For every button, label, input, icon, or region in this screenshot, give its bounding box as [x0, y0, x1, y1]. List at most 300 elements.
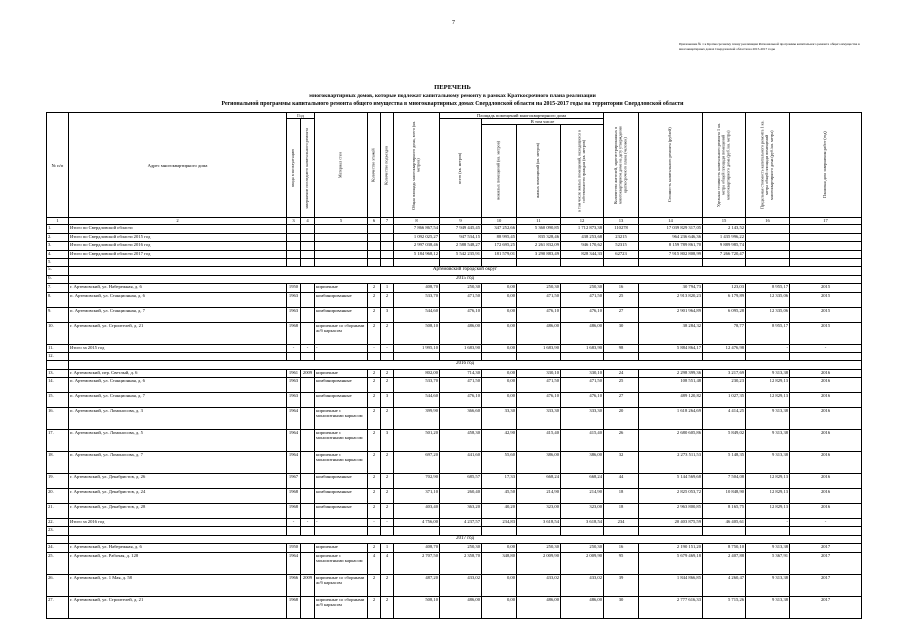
table-cell: 371,10	[394, 489, 440, 504]
table-cell: 19.	[47, 474, 69, 489]
table-cell: Итого по Свердловской области	[69, 225, 287, 233]
table-cell	[746, 250, 790, 258]
table-cell: 25	[604, 378, 639, 393]
table-row	[47, 430, 862, 452]
table-cell: 6 095,28	[703, 307, 746, 322]
table-cell: 8 159 789 861,70	[639, 242, 703, 250]
table-cell: 98	[604, 344, 639, 352]
table-body	[47, 225, 862, 618]
table-cell	[301, 225, 315, 233]
table-cell: 5 715,26	[703, 596, 746, 618]
table-cell	[394, 527, 440, 535]
table-cell: 0,00	[482, 344, 517, 352]
table-cell	[381, 352, 394, 360]
table-cell: 1961	[287, 369, 301, 377]
table-cell	[790, 242, 862, 250]
table-cell: 44	[604, 474, 639, 489]
table-cell: 0,00	[482, 292, 517, 307]
table-row	[47, 352, 862, 360]
table-row	[47, 322, 862, 344]
table-cell: 476,10	[561, 307, 604, 322]
section-row	[47, 267, 862, 275]
table-cell: -	[381, 519, 394, 527]
table-cell: 46 405,61	[703, 519, 746, 527]
table-cell: 5 360 090,85	[517, 225, 561, 233]
table-cell	[301, 596, 315, 618]
table-cell: -	[746, 519, 790, 527]
table-row	[47, 307, 862, 322]
table-cell: -	[368, 519, 381, 527]
table-cell: 2	[381, 378, 394, 393]
table-cell	[301, 527, 315, 535]
table-cell: 1967	[287, 474, 301, 489]
table-cell	[790, 352, 862, 360]
table-cell: 533,70	[394, 292, 440, 307]
table-cell: 7 866 867,54	[394, 225, 440, 233]
table-cell: 16	[604, 544, 639, 552]
table-cell: 12 829,13	[746, 489, 790, 504]
table-cell: 18.	[47, 452, 69, 474]
table-cell: 486,00	[517, 322, 561, 344]
table-cell: 88 995,45	[482, 233, 517, 241]
table-cell: 7 949 445,45	[440, 225, 482, 233]
table-cell: 1964	[287, 430, 301, 452]
table-cell	[287, 352, 301, 360]
table-cell: 2 009,90	[561, 552, 604, 574]
header-max-cost: Предельная стоимость капитального ремонта 1 кв. метра общей площади помещений многоквартирного дома (руб./кв. метра)	[746, 113, 790, 218]
table-cell: 714,30	[440, 369, 482, 377]
table-cell: 250,30	[561, 284, 604, 292]
table-cell	[315, 258, 368, 266]
document-subtitle: многоквартирных домов, которые подлежат капитальному ремонту в рамках Краткосрочного плана реализации	[309, 93, 596, 99]
table-cell: 42,90	[482, 430, 517, 452]
table-cell: п. Артемовский, ул. Станционная, д. 7	[69, 393, 287, 408]
column-number: 14	[639, 218, 703, 225]
table-cell: 12 335,06	[746, 307, 790, 322]
table-cell: кирпичные с монолитными каркасом	[315, 552, 368, 574]
row-number	[47, 361, 69, 369]
section-title: 2016 год	[69, 361, 862, 369]
table-row	[47, 378, 862, 393]
table-cell: 2	[368, 322, 381, 344]
table-cell: г. Артемовский, ул. Декабристов, д. 26	[69, 474, 287, 489]
table-row	[47, 596, 862, 618]
table-cell: 214,90	[561, 489, 604, 504]
table-cell: 30 794,73	[639, 284, 703, 292]
table-cell: 9 313,38	[746, 544, 790, 552]
table-cell: 5 148,35	[703, 452, 746, 474]
table-cell: 471,50	[440, 292, 482, 307]
table-cell: г. Артемовский, ул. 1 Мая, д. 58	[69, 574, 287, 596]
table-cell	[301, 393, 315, 408]
header-address: Адрес многоквартирного дома	[69, 113, 287, 218]
header-planned-date: Плановая дата завершения работ (год)	[790, 113, 862, 218]
table-cell	[315, 250, 368, 258]
header-year-commission: ввода в эксплуатацию	[287, 119, 301, 218]
table-cell	[287, 233, 301, 241]
table-cell: 533,70	[394, 378, 440, 393]
table-cell: 108 551,48	[639, 378, 703, 393]
table-cell: -	[287, 519, 301, 527]
table-cell: кирпичные со сборными ж/б каркасом	[315, 574, 368, 596]
table-cell: 40,20	[482, 504, 517, 519]
table-cell: 348,80	[482, 552, 517, 574]
table-cell: 24.	[47, 544, 69, 552]
table-cell: 4 260,47	[703, 574, 746, 596]
table-cell: 2016	[790, 474, 862, 489]
table-cell: 5 884 864,17	[639, 344, 703, 352]
header-nonres: нежилых помещений (кв. метров)	[482, 125, 517, 218]
table-cell: 12 829,13	[746, 504, 790, 519]
section-row	[47, 275, 862, 283]
table-cell: 2015	[790, 284, 862, 292]
table-cell	[287, 242, 301, 250]
table-cell: 0,00	[482, 307, 517, 322]
table-cell: 408,70	[394, 544, 440, 552]
table-cell	[69, 527, 287, 535]
table-cell: 1964	[287, 552, 301, 574]
table-cell: 508,10	[394, 596, 440, 618]
column-number: 11	[517, 218, 561, 225]
table-cell: кирпичные со сборными ж/б каркасом	[315, 322, 368, 344]
table-cell: 1 712 873,38	[561, 225, 604, 233]
table-cell: 486,00	[561, 596, 604, 618]
table-cell: 2 707,50	[394, 552, 440, 574]
table-cell	[381, 242, 394, 250]
table-cell: 486,00	[440, 596, 482, 618]
table-cell: -	[301, 519, 315, 527]
table-cell: 486,00	[440, 322, 482, 344]
header-walls: Материал стен	[315, 113, 368, 218]
table-cell: кирпичные	[315, 284, 368, 292]
table-cell: 9 313,38	[746, 452, 790, 474]
table-cell: 15.	[47, 393, 69, 408]
table-cell: Итого по Свердловской области 2015 год	[69, 233, 287, 241]
table-cell: 2	[381, 489, 394, 504]
table-cell: 2 143,52	[703, 225, 746, 233]
table-cell: 4	[381, 552, 394, 574]
table-row	[47, 519, 862, 527]
table-cell	[315, 352, 368, 360]
table-cell: 5 542 235,91	[440, 250, 482, 258]
table-cell	[301, 504, 315, 519]
table-cell: 476,10	[561, 393, 604, 408]
column-number: 15	[703, 218, 746, 225]
table-cell: 260,40	[440, 489, 482, 504]
table-cell: 2 901 964,89	[639, 307, 703, 322]
table-cell: -	[381, 344, 394, 352]
table-cell	[301, 552, 315, 574]
table-cell: -	[790, 344, 862, 352]
table-cell: 2 358,70	[440, 552, 482, 574]
table-cell: 1 027,35	[703, 393, 746, 408]
table-cell: 2 009,90	[517, 552, 561, 574]
table-cell: 33,30	[482, 408, 517, 430]
table-cell: 0,00	[482, 369, 517, 377]
table-cell: 2 913 820,23	[639, 292, 703, 307]
table-cell: комбинированные	[315, 378, 368, 393]
table-cell: 9 313,38	[746, 430, 790, 452]
header-specific-cost: Удельная стоимость капитального ремонта 1 кв. метра общей площади помещений многоквартирного дома (руб./кв. метра)	[703, 113, 746, 218]
table-cell	[482, 527, 517, 535]
table-cell: 9 313,38	[746, 596, 790, 618]
table-cell: 2016	[790, 430, 862, 452]
table-cell	[301, 378, 315, 393]
header-res-owned: в том числе жилых помещений, находящихся в собственности граждан (кв. метров)	[561, 125, 604, 218]
table-cell: 4 756,00	[394, 519, 440, 527]
table-cell	[368, 242, 381, 250]
column-number: 7	[381, 218, 394, 225]
table-cell: 347 252,66	[482, 225, 517, 233]
table-cell: 330,10	[517, 369, 561, 377]
table-cell	[301, 242, 315, 250]
table-cell	[315, 233, 368, 241]
table-cell	[790, 527, 862, 535]
table-cell: 30	[604, 322, 639, 344]
table-cell: 2	[368, 307, 381, 322]
table-cell: кирпичные	[315, 369, 368, 377]
table-cell: 24	[604, 369, 639, 377]
table-row	[47, 474, 862, 489]
table-cell: 3 217,69	[703, 369, 746, 377]
table-cell: 2	[368, 474, 381, 489]
table-cell	[287, 527, 301, 535]
table-cell: Итого по Свердловской области 2017 год	[69, 250, 287, 258]
table-cell: п. Артемовский, ул. Ломоносова, д. 3	[69, 408, 287, 430]
table-cell: 2016	[790, 504, 862, 519]
column-number: 12	[561, 218, 604, 225]
table-cell: 250,30	[440, 284, 482, 292]
table-cell: 1968	[287, 489, 301, 504]
table-cell: 964 236 646,36	[639, 233, 703, 241]
table-cell: 26.	[47, 574, 69, 596]
table-cell: 250,30	[517, 544, 561, 552]
table-cell: -	[301, 344, 315, 352]
table-cell: 23215	[604, 233, 639, 241]
table-cell: 12 829,13	[746, 393, 790, 408]
table-cell	[604, 527, 639, 535]
table-cell: 2 777 616,33	[639, 596, 703, 618]
table-row	[47, 393, 862, 408]
table-cell: 333,30	[517, 408, 561, 430]
table-cell: 458,30	[440, 430, 482, 452]
table-cell: 501,20	[394, 430, 440, 452]
table-cell: 2 407,88	[703, 552, 746, 574]
table-cell: 1 844 866,85	[639, 574, 703, 596]
table-cell: 1963	[287, 378, 301, 393]
table-cell: 2016	[790, 452, 862, 474]
table-row	[47, 452, 862, 474]
table-cell: 2	[368, 596, 381, 618]
column-number: 6	[368, 218, 381, 225]
table-cell	[287, 225, 301, 233]
table-cell: 0,00	[482, 322, 517, 344]
table-cell: 1	[381, 544, 394, 552]
table-cell: 16.	[47, 408, 69, 430]
table-cell: 181 579,01	[482, 250, 517, 258]
table-cell: 11.	[47, 344, 69, 352]
table-cell	[790, 250, 862, 258]
row-number: 5.	[47, 267, 69, 275]
table-cell: 25	[604, 292, 639, 307]
section-row	[47, 535, 862, 543]
column-number: 1	[47, 218, 69, 225]
table-cell: 214,90	[517, 489, 561, 504]
table-cell: 2017	[790, 574, 862, 596]
table-cell: Итого за 2016 год	[69, 519, 287, 527]
table-cell: 5 679 469,18	[639, 552, 703, 574]
table-cell: 12 335,06	[746, 292, 790, 307]
table-cell	[790, 258, 862, 266]
table-cell: 1968	[287, 596, 301, 618]
table-cell: кирпичные	[315, 544, 368, 552]
table-cell: 3	[381, 393, 394, 408]
table-cell: 5 367,91	[746, 552, 790, 574]
table-cell: 946 170,62	[561, 242, 604, 250]
table-cell: 3	[381, 307, 394, 322]
table-cell: 2009	[301, 369, 315, 377]
table-row	[47, 527, 862, 535]
table-cell: 2 190 151,20	[639, 544, 703, 552]
table-cell: 12 829,13	[746, 378, 790, 393]
table-cell: 123,03	[703, 284, 746, 292]
table-cell	[639, 527, 703, 535]
table-cell	[368, 225, 381, 233]
table-cell: 2015	[790, 292, 862, 307]
table-cell: -	[315, 519, 368, 527]
table-cell: кирпичные со сборными ж/б каркасом	[315, 596, 368, 618]
table-cell: 2015	[790, 307, 862, 322]
header-num: № п/п	[47, 113, 69, 218]
table-row	[47, 574, 862, 596]
table-cell: п. Артемовский, ул. Станционная, д. 6	[69, 378, 287, 393]
table-cell: 78,77	[703, 322, 746, 344]
table-cell: 2	[368, 378, 381, 393]
table-cell	[639, 258, 703, 266]
table-cell: комбинированные	[315, 292, 368, 307]
table-cell: п. Артемовский, ул. Ломоносова, д. 5	[69, 430, 287, 452]
table-cell: 21.	[47, 504, 69, 519]
table-cell: 438 253,68	[561, 233, 604, 241]
table-cell	[69, 352, 287, 360]
table-cell: 5 144 569,68	[639, 474, 703, 489]
table-cell: кирпичные с монолитными каркасом	[315, 408, 368, 430]
table-cell: 947 534,15	[440, 233, 482, 241]
table-cell: 433,02	[561, 574, 604, 596]
table-cell: 2009	[301, 574, 315, 596]
table-cell: 7 266 720,47	[703, 250, 746, 258]
table-cell	[301, 322, 315, 344]
table-cell	[368, 250, 381, 258]
column-number: 13	[604, 218, 639, 225]
table-cell: 3 618,54	[517, 519, 561, 527]
table-cell	[746, 258, 790, 266]
table-row	[47, 284, 862, 292]
table-cell: 7.	[47, 284, 69, 292]
table-cell	[301, 408, 315, 430]
table-cell: 2	[381, 369, 394, 377]
table-cell: 4	[368, 552, 381, 574]
table-cell: г. Артемовский, ул. Набережная, д. 6	[69, 284, 287, 292]
column-number: 10	[482, 218, 517, 225]
column-number: 17	[790, 218, 862, 225]
table-cell: 2	[381, 474, 394, 489]
table-cell: 2017	[790, 596, 862, 618]
table-cell: 250,30	[440, 544, 482, 552]
table-row	[47, 250, 862, 258]
table-cell: 2.	[47, 233, 69, 241]
table-cell: 4 414,25	[703, 408, 746, 430]
table-cell: 2	[381, 322, 394, 344]
table-cell: 802,00	[394, 369, 440, 377]
table-cell	[482, 352, 517, 360]
header-total-area: Общая площадь многоквартирного дома, всего (кв. метров)	[394, 113, 440, 218]
table-cell	[301, 474, 315, 489]
table-cell: комбинированные	[315, 504, 368, 519]
table-cell	[301, 284, 315, 292]
table-cell: 20.	[47, 489, 69, 504]
table-cell	[315, 225, 368, 233]
table-row	[47, 233, 862, 241]
table-cell: 2017	[790, 552, 862, 574]
table-cell	[746, 242, 790, 250]
table-cell: 486,00	[561, 322, 604, 344]
table-cell: кирпичные с монолитными каркасом	[315, 430, 368, 452]
table-cell: 471,50	[517, 378, 561, 393]
table-cell: 2	[368, 408, 381, 430]
table-cell: Итого по Свердловской области 2016 год	[69, 242, 287, 250]
table-cell: 544,60	[394, 393, 440, 408]
table-cell: 2	[381, 574, 394, 596]
table-cell: 2 273 511,53	[639, 452, 703, 474]
header-residents: Количество жителей, зарегистрированных в многоквартирном доме на дату утверждения краткосрочного плана (человек)	[604, 113, 639, 218]
table-cell: кирпичные с монолитными каркасом	[315, 452, 368, 474]
table-cell: 55,60	[482, 452, 517, 474]
table-cell	[440, 352, 482, 360]
table-cell	[790, 233, 862, 241]
table-cell: 1968	[287, 322, 301, 344]
table-cell: 3.	[47, 242, 69, 250]
table-cell: 1 683,90	[561, 344, 604, 352]
table-cell: 5 849,02	[703, 430, 746, 452]
table-cell: 8 750,10	[703, 544, 746, 552]
table-cell: 2	[381, 408, 394, 430]
table-cell	[561, 527, 604, 535]
table-cell: 544,60	[394, 307, 440, 322]
table-cell	[790, 225, 862, 233]
table-cell	[69, 258, 287, 266]
table-cell: 5 184 968,12	[394, 250, 440, 258]
header-res: жилых помещений (кв. метров)	[517, 125, 561, 218]
table-cell: 2 680 605,86	[639, 430, 703, 452]
table-cell: 1	[381, 284, 394, 292]
table-row	[47, 369, 862, 377]
table-cell	[394, 258, 440, 266]
table-cell: г. Артемовский, ул. Строителей, д. 21	[69, 596, 287, 618]
table-cell: г. Артемовский, ул. Набережная, д. 6	[69, 544, 287, 552]
buildings-table	[46, 112, 862, 619]
table-cell: 1964	[287, 452, 301, 474]
table-cell: 12 829,13	[746, 474, 790, 489]
table-cell: 2 825 053,72	[639, 489, 703, 504]
table-cell: 1.	[47, 225, 69, 233]
table-cell: 668,24	[561, 474, 604, 489]
table-cell: 0,00	[482, 284, 517, 292]
table-cell: -	[315, 344, 368, 352]
table-cell: 366,60	[440, 408, 482, 430]
table-cell: -	[790, 519, 862, 527]
table-cell	[703, 527, 746, 535]
